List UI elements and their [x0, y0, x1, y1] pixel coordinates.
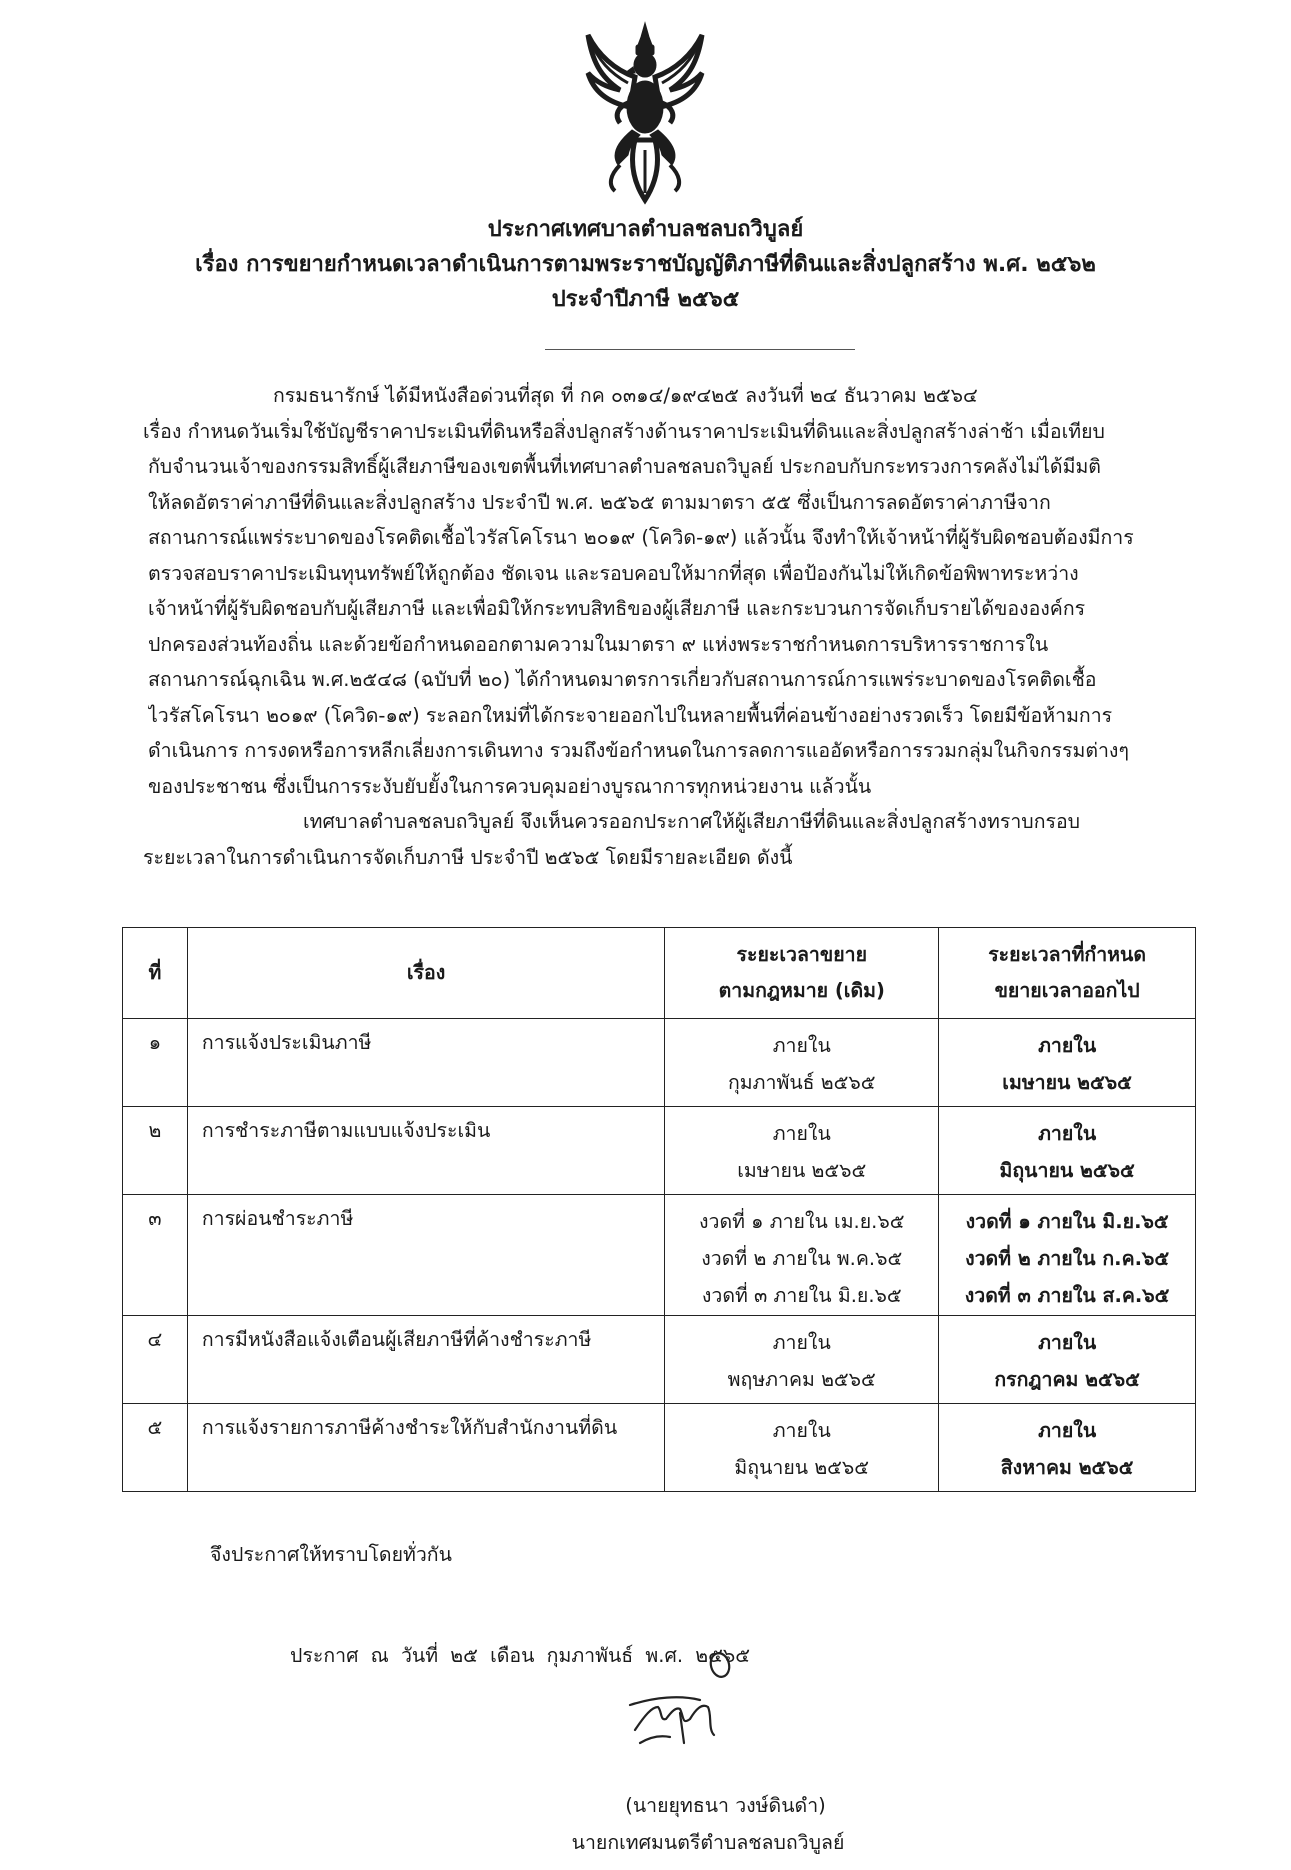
body-line: เทศบาลตำบลชลบถวิบูลย์ จึงเห็นควรออกประกาศให้ผู้เสียภาษีที่ดินและสิ่งปลูกสร้างทราบกรอบ — [303, 810, 1081, 833]
signer-title-text: นายกเทศมนตรีตำบลชลบถวิบูลย์ — [571, 1831, 845, 1854]
cell-text: กุมภาพันธ์ ๒๕๖๕ — [728, 1071, 876, 1094]
schedule-table — [122, 927, 1196, 1492]
cell-text: งวดที่ ๑ ภายใน มิ.ย.๖๕ — [965, 1210, 1169, 1233]
row-subject: การแจ้งประเมินภาษี — [187, 1019, 664, 1107]
cell-text: ภายใน — [772, 1331, 831, 1354]
cell-text: ภายใน — [1038, 1034, 1097, 1057]
cell-text: งวดที่ ๑ ภายใน เม.ย.๖๕ — [698, 1210, 905, 1233]
body-line: ไวรัสโคโรนา ๒๐๑๙ (โควิด-๑๙) ระลอกใหม่ที่ได้กระจายออกไปในหลายพื้นที่ค่อนข้างอย่างรวดเร็ว โดยมีข้อห้ามการ — [148, 703, 1113, 727]
cell-text: ภายใน — [1038, 1331, 1097, 1354]
body-text — [143, 378, 1163, 875]
cell-text: ภายใน — [772, 1034, 831, 1057]
body-line: ให้ลดอัตราค่าภาษีที่ดินและสิ่งปลูกสร้าง ประจำปี พ.ศ. ๒๕๖๕ ตามมาตรา ๕๕ ซึ่งเป็นการลดอัตราค่าภาษีจาก — [148, 490, 1051, 514]
column-header-new-period — [939, 928, 1196, 1019]
row-number: ๓ — [123, 1195, 188, 1316]
cell-text: เมษายน ๒๕๖๕ — [737, 1159, 867, 1182]
column-header-no: ที่ — [123, 928, 188, 1019]
row-old-period — [665, 1316, 939, 1404]
table-row — [123, 1107, 1196, 1195]
body-line: กรมธนารักษ์ ได้มีหนังสือด่วนที่สุด ที่ กค ๐๓๑๔/๑๙๔๒๕ ลงวันที่ ๒๔ ธันวาคม ๒๕๖๔ — [273, 384, 978, 407]
cell-text: งวดที่ ๒ ภายใน ก.ค.๖๕ — [965, 1247, 1170, 1270]
header-text: ตามกฎหมาย (เดิม) — [718, 979, 885, 1002]
title-line-3: ประจำปีภาษี ๒๕๖๕ — [551, 287, 740, 312]
row-old-period — [665, 1404, 939, 1492]
cell-text: กรกฎาคม ๒๕๖๕ — [994, 1368, 1140, 1391]
row-number: ๔ — [123, 1316, 188, 1404]
announcement-date: ประกาศ ณ วันที่ ๒๕ เดือน กุมภาพันธ์ พ.ศ. ๒๕๖๕ — [290, 1644, 750, 1667]
cell-text: เมษายน ๒๕๖๕ — [1002, 1071, 1132, 1094]
column-header-old-period — [665, 928, 939, 1019]
signer-position — [0, 1827, 1291, 1858]
signer-name — [0, 1790, 1291, 1821]
row-subject: การชำระภาษีตามแบบแจ้งประเมิน — [187, 1107, 664, 1195]
body-line: กับจำนวนเจ้าของกรรมสิทธิ์ผู้เสียภาษีของเขตพื้นที่เทศบาลตำบลชลบถวิบูลย์ ประกอบกับกระทรวงการคลังไม่ได้มีมติ — [148, 455, 1101, 478]
body-line: สถานการณ์ฉุกเฉิน พ.ศ.๒๕๔๘ (ฉบับที่ ๒๐) ได้กำหนดมาตรการเกี่ยวกับสถานการณ์การแพร่ระบาดของโรคติดเชื้อ — [148, 668, 1097, 691]
title-line-2: เรื่อง การขยายกำหนดเวลาดำเนินการตามพระราชบัญญัติภาษีที่ดินและสิ่งปลูกสร้าง พ.ศ. ๒๕๖๒ — [195, 252, 1096, 277]
column-header-subject: เรื่อง — [187, 928, 664, 1019]
header-text: ขยายเวลาออกไป — [994, 979, 1140, 1002]
body-line: เรื่อง กำหนดวันเริ่มใช้บัญชีราคาประเมินที่ดินหรือสิ่งปลูกสร้างด้านราคาประเมินที่ดินและสิ่งปลูกสร้างล่าช้า เมื่อเทียบ — [143, 419, 1105, 443]
row-subject: การแจ้งรายการภาษีค้างชำระให้กับสำนักงานที่ดิน — [187, 1404, 664, 1492]
cell-text: พฤษภาคม ๒๕๖๕ — [727, 1368, 876, 1391]
table-header-row — [123, 928, 1196, 1019]
row-new-period — [939, 1195, 1196, 1316]
row-new-period — [939, 1404, 1196, 1492]
row-old-period — [665, 1019, 939, 1107]
row-subject: การผ่อนชำระภาษี — [187, 1195, 664, 1316]
title-divider — [545, 349, 855, 350]
signer-name-text: (นายยุทธนา วงษ์ดินดำ) — [625, 1794, 826, 1817]
table-row — [123, 1019, 1196, 1107]
row-old-period — [665, 1195, 939, 1316]
table-row — [123, 1404, 1196, 1492]
body-line: สถานการณ์แพร่ระบาดของโรคติดเชื้อไวรัสโคโรนา ๒๐๑๙ (โควิด-๑๙) แล้วนั้น จึงทำให้เจ้าหน้าที่ผู้รับผิดชอบต้องมีการ — [148, 526, 1134, 549]
title-line-1: ประกาศเทศบาลตำบลชลบถวิบูลย์ — [487, 217, 804, 242]
cell-text: ภายใน — [772, 1419, 831, 1442]
cell-text: ภายใน — [1038, 1419, 1097, 1442]
row-number: ๑ — [123, 1019, 188, 1107]
body-line: เจ้าหน้าที่ผู้รับผิดชอบกับผู้เสียภาษี และเพื่อมิให้กระทบสิทธิของผู้เสียภาษี และกระบวนการจัดเก็บรายได้ขององค์กร — [148, 597, 1086, 620]
table-row — [123, 1316, 1196, 1404]
cell-text: ภายใน — [772, 1122, 831, 1145]
body-line: ระยะเวลาในการดำเนินการจัดเก็บภาษี ประจำปี ๒๕๖๕ โดยมีรายละเอียด ดังนี้ — [143, 845, 793, 869]
body-line: ปกครองส่วนท้องถิ่น และด้วยข้อกำหนดออกตามความในมาตรา ๙ แห่งพระราชกำหนดการบริหารราชการใน — [148, 632, 1049, 656]
row-old-period — [665, 1107, 939, 1195]
body-line: ดำเนินการ การงดหรือการหลีกเลี่ยงการเดินทาง รวมถึงข้อกำหนดในการลดการแออัดหรือการรวมกลุ่มในกิจกรรมต่างๆ — [148, 739, 1129, 762]
cell-text: สิงหาคม ๒๕๖๕ — [1000, 1456, 1134, 1479]
cell-text: งวดที่ ๓ ภายใน ส.ค.๖๕ — [964, 1284, 1170, 1307]
row-number: ๒ — [123, 1107, 188, 1195]
body-line: ของประชาชน ซึ่งเป็นการระงับยับยั้งในการควบคุมอย่างบูรณาการทุกหน่วยงาน แล้วนั้น — [148, 774, 872, 798]
cell-text: งวดที่ ๒ ภายใน พ.ค.๖๕ — [701, 1247, 903, 1270]
header-text: ระยะเวลาขยาย — [736, 943, 867, 966]
table-row — [123, 1195, 1196, 1316]
row-number: ๕ — [123, 1404, 188, 1492]
body-line: ตรวจสอบราคาประเมินทุนทรัพย์ให้ถูกต้อง ชัดเจน และรอบคอบให้มากที่สุด เพื่อป้องกันไม่ให้เกิดข้อพิพาทระหว่าง — [148, 561, 1079, 585]
cell-text: มิถุนายน ๒๕๖๕ — [734, 1456, 870, 1479]
cell-text: มิถุนายน ๒๕๖๕ — [999, 1159, 1135, 1182]
header-text: ระยะเวลาที่กำหนด — [988, 943, 1147, 966]
announcement-title — [0, 212, 1291, 317]
closing-statement: จึงประกาศให้ทราบโดยทั่วกัน — [210, 1543, 452, 1566]
row-new-period — [939, 1019, 1196, 1107]
cell-text: ภายใน — [1038, 1122, 1097, 1145]
handwritten-signature-icon — [610, 1645, 760, 1765]
row-new-period — [939, 1316, 1196, 1404]
garuda-emblem-icon — [580, 15, 710, 210]
row-subject: การมีหนังสือแจ้งเตือนผู้เสียภาษีที่ค้างชำระภาษี — [187, 1316, 664, 1404]
cell-text: งวดที่ ๓ ภายใน มิ.ย.๖๕ — [701, 1284, 902, 1307]
row-new-period — [939, 1107, 1196, 1195]
